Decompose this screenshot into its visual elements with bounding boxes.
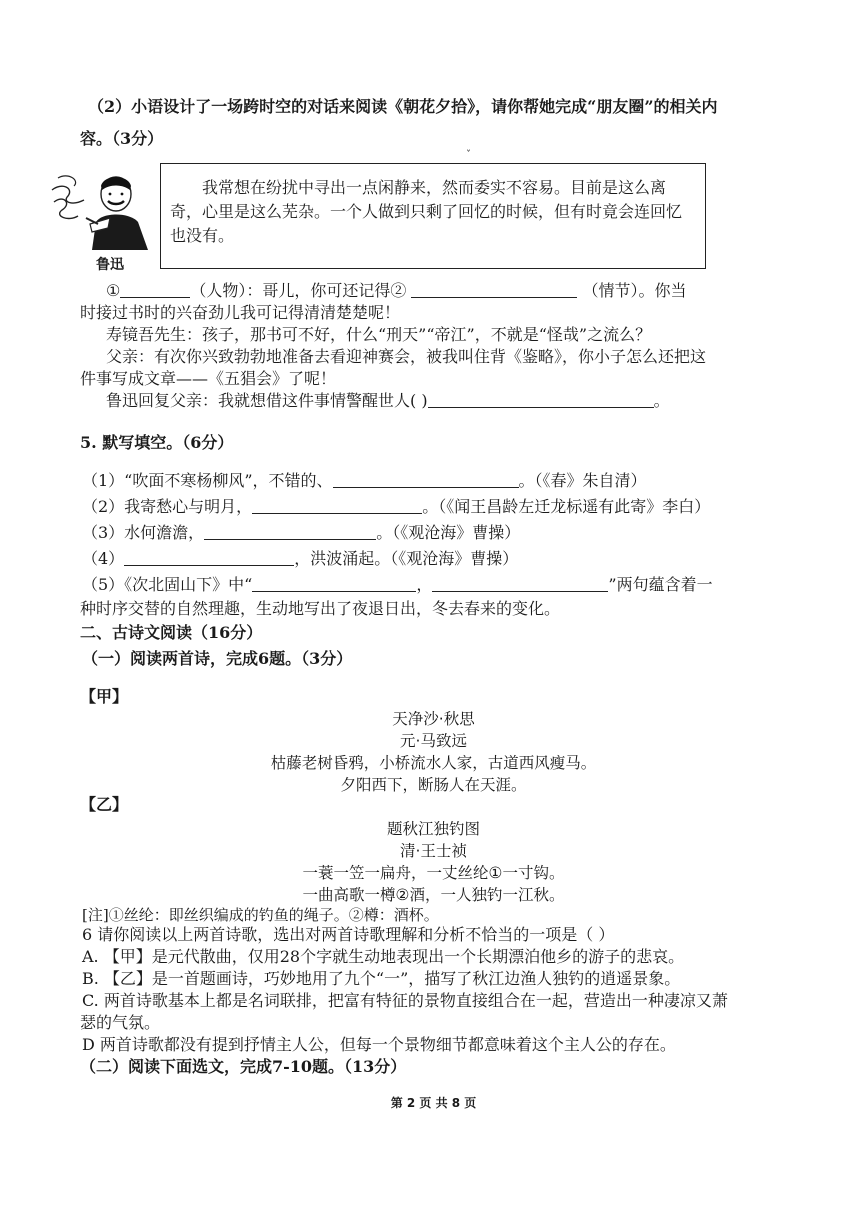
poem-yi-author: 清·王士祯 bbox=[400, 842, 467, 860]
q6-option-c-cont: 瑟的气氛。 bbox=[80, 1013, 161, 1032]
q5-item-5-tail: ”两句蕴含着一 bbox=[608, 575, 713, 594]
q5-item-1-source: 。（《春》朱自清） bbox=[518, 471, 647, 490]
dialog-line-4: 父亲：有次你兴致勃勃地准备去看迎神赛会，被我叫住背《鉴略》，你小子怎么还把这 bbox=[106, 347, 707, 366]
blank-q5-5b[interactable] bbox=[432, 575, 608, 592]
q6-option-c[interactable]: C. 两首诗歌基本上都是名词联排，把富有特征的景物直接组合在一起，营造出一种凄凉又萧 bbox=[82, 991, 728, 1010]
section-2-title: 二、古诗文阅读（16分） bbox=[80, 623, 263, 642]
label-yi: 【乙】 bbox=[80, 795, 129, 814]
q5-item-1 bbox=[82, 470, 647, 492]
q4-2-line1: （2）小语设计了一场跨时空的对话来阅读《朝花夕拾》，请你帮她完成“朋友圈”的相关内 bbox=[88, 97, 718, 116]
circled-one: ① bbox=[106, 281, 121, 300]
section-2-part-1: （一）阅读两首诗，完成6题。（3分） bbox=[82, 649, 353, 668]
blank-q5-5a[interactable] bbox=[252, 575, 416, 592]
q5-item-4-text: （4） bbox=[82, 549, 125, 568]
blank-q5-3[interactable] bbox=[204, 523, 376, 540]
q6-stem: 6 请你阅读以上两首诗歌，选出对两首诗歌理解和分析不恰当的一项是（ ） bbox=[82, 925, 615, 944]
dialog-line-5: 件事写成文章——《五猖会》了呢！ bbox=[80, 369, 337, 388]
poem-jia-author: 元·马致远 bbox=[400, 732, 467, 750]
blank-plot[interactable] bbox=[411, 281, 577, 298]
dialog-line-6-text: 鲁迅回复父亲：我就想借这件事情警醒世人 bbox=[106, 391, 411, 410]
q5-item-5 bbox=[82, 574, 713, 596]
q6-option-a[interactable]: A. 【甲】是元代散曲，仅用28个字就生动地表现出一个长期漂泊他乡的游子的悲哀。 bbox=[82, 947, 685, 966]
poem-jia-title: 天净沙·秋思 bbox=[392, 710, 475, 728]
poem-jia-line-1: 枯藤老树昏鸦，小桥流水人家，古道西风瘦马。 bbox=[270, 754, 597, 772]
q5-item-3 bbox=[82, 522, 520, 544]
q4-2-line2: 容。（3分） bbox=[80, 129, 164, 148]
dialog-line-1 bbox=[106, 280, 687, 302]
q5-title: 5. 默写填空。（6分） bbox=[80, 433, 234, 452]
scan-speck: ˇ bbox=[466, 150, 471, 161]
section-2-part-2: （二）阅读下面选文，完成7-10题。（13分） bbox=[80, 1057, 407, 1076]
q5-item-4-source: ，洪波涌起。（《观沧海》曹操） bbox=[294, 549, 519, 568]
q5-item-2 bbox=[82, 496, 710, 518]
blank-q5-1[interactable] bbox=[333, 471, 519, 488]
dialog-line-1-text: （人物）：哥儿，你可还记得② bbox=[190, 281, 407, 300]
poem-jia-line-2: 夕阳西下，断肠人在天涯。 bbox=[340, 776, 527, 794]
q6-option-b[interactable]: B. 【乙】是一首题画诗，巧妙地用了九个“一”，描写了秋江边渔人独钓的逍遥景象。 bbox=[82, 969, 681, 988]
dialog-line-2: 时接过书时的兴奋劲儿我可记得清清楚楚呢！ bbox=[80, 303, 401, 322]
poem-yi-title: 题秋江独钓图 bbox=[386, 820, 480, 838]
poem-yi-line-1: 一蓑一笠一扁舟，一丈丝纶①一寸钩。 bbox=[302, 864, 565, 882]
q5-item-5-text: （5）《次北固山下》中“ bbox=[82, 575, 253, 594]
dialog-line-6 bbox=[106, 390, 670, 412]
q5-item-1-text: （1）“吹面不寒杨柳风”，不错的、 bbox=[82, 471, 333, 490]
q5-item-5-cont: 种时序交替的自然理趣，生动地写出了夜退日出，冬去春来的变化。 bbox=[80, 599, 561, 618]
dialog-line-6-paren: ( ) bbox=[410, 391, 428, 410]
q5-item-4 bbox=[82, 548, 518, 570]
portrait-caption: 鲁迅 bbox=[96, 257, 124, 273]
blank-q5-4[interactable] bbox=[124, 549, 294, 566]
label-jia: 【甲】 bbox=[80, 687, 129, 706]
lu-xun-quote: 我常想在纷扰中寻出一点闲静来，然而委实不容易。目前是这么离奇，心里是这么芜杂。一个人做到只剩了回忆的时候，但有时竟会连回忆也没有。 bbox=[170, 178, 683, 245]
blank-warning[interactable] bbox=[428, 391, 654, 408]
q5-item-5-comma: ， bbox=[416, 575, 433, 594]
poem-yi-line-2: 一曲高歌一樽②酒，一人独钓一江秋。 bbox=[302, 886, 565, 904]
page-footer: 第 2 页 共 8 页 bbox=[390, 1096, 477, 1110]
dialog-line-6-end: 。 bbox=[653, 391, 670, 410]
q6-option-d[interactable]: D 两首诗歌都没有提到抒情主人公，但每一个景物细节都意味着这个主人公的存在。 bbox=[82, 1035, 676, 1054]
lu-xun-portrait-icon bbox=[50, 172, 154, 250]
poem-note: [注]①丝纶：即丝织编成的钓鱼的绳子。②樽：酒杯。 bbox=[82, 906, 439, 924]
q5-item-3-source: 。（《观沧海》曹操） bbox=[376, 523, 521, 542]
q5-item-3-text: （3）水何澹澹， bbox=[82, 523, 205, 542]
q5-item-2-text: （2）我寄愁心与明月， bbox=[82, 497, 253, 516]
blank-person[interactable] bbox=[120, 281, 190, 298]
blank-q5-2[interactable] bbox=[252, 497, 422, 514]
dialog-line-3: 寿镜吾先生：孩子，那书可不好，什么“刑天”“帝江”，不就是“怪哉”之流么？ bbox=[106, 325, 652, 344]
q5-item-2-source: 。（《闻王昌龄左迁龙标遥有此寄》李白） bbox=[422, 497, 711, 516]
dialog-line-1-end: （情节）。你当 bbox=[582, 281, 687, 300]
